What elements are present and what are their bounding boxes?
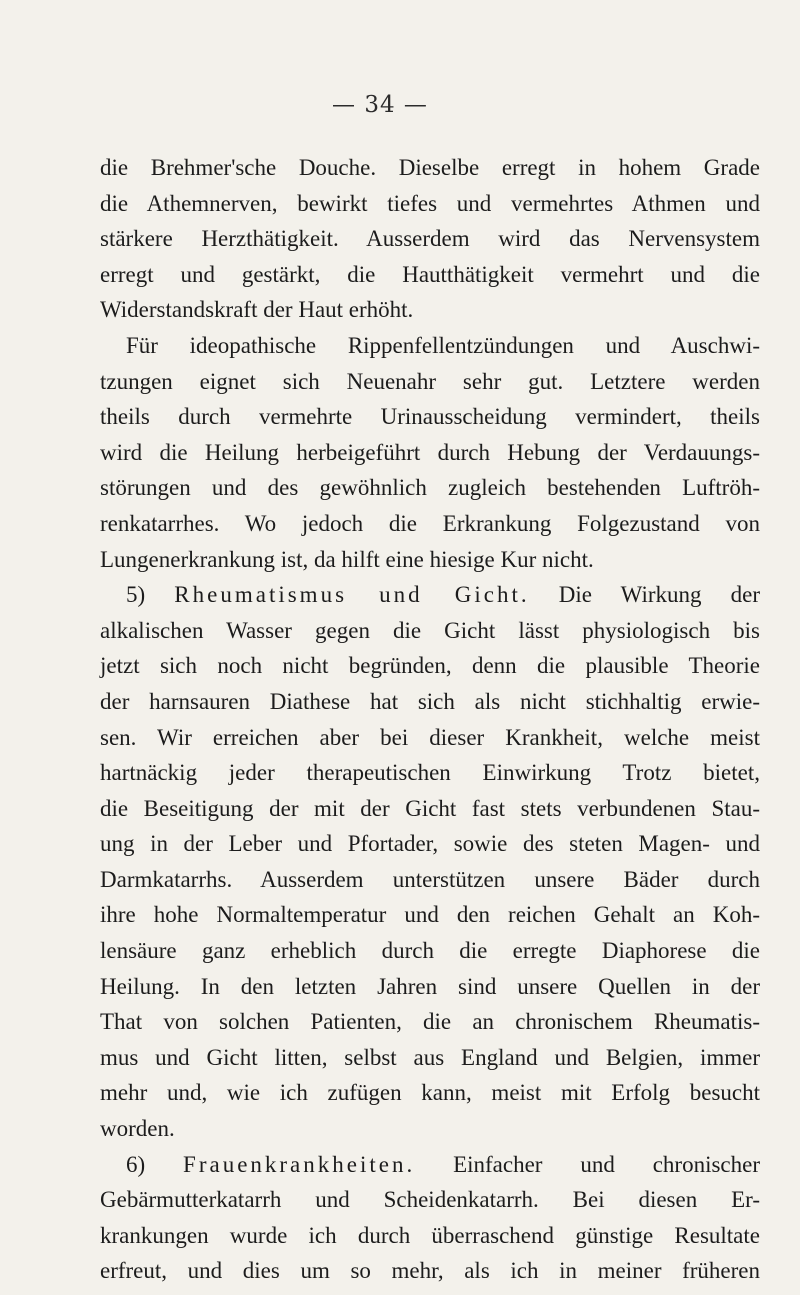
page-number: — 34 — bbox=[332, 92, 428, 118]
line-text: hartnäckig jeder therapeutischen Einwirkung Trotz bietet, bbox=[100, 760, 760, 786]
text-line bbox=[100, 1253, 760, 1289]
line-text: die Athemnerven, bewirkt tiefes und vermehrtes Athmen und bbox=[100, 190, 760, 216]
section-number: 5) bbox=[126, 582, 175, 608]
line-text: ihre hohe Normaltemperatur und den reichen Gehalt an Koh- bbox=[100, 902, 760, 928]
line-text: die Beseitigung der mit der Gicht fast stets verbundenen Stau- bbox=[100, 795, 760, 821]
line-text: erfreut, und dies um so mehr, als ich in meiner früheren bbox=[100, 1258, 760, 1284]
line-text: tzungen eignet sich Neuenahr sehr gut. Letztere werden bbox=[100, 368, 760, 394]
line-text: krankungen wurde ich durch überraschend günstige Resultate bbox=[100, 1222, 760, 1248]
section-number: 6) bbox=[126, 1151, 184, 1177]
line-text: Für ideopathische Rippenfellentzündungen und Auschwi- bbox=[126, 332, 760, 358]
line-text: sen. Wir erreichen aber bei dieser Krankheit, welche meist bbox=[100, 724, 760, 750]
text-line bbox=[100, 897, 760, 933]
text-line bbox=[100, 648, 760, 684]
text-line bbox=[100, 613, 760, 649]
text-line bbox=[100, 328, 760, 364]
text-line bbox=[100, 257, 760, 293]
text-line bbox=[100, 933, 760, 969]
line-text: jetzt sich noch nicht begründen, denn die plausible Theorie bbox=[100, 653, 760, 679]
line-text: die Brehmer'sche Douche. Dieselbe erregt in hohem Grade bbox=[100, 155, 760, 180]
line-text: ung in der Leber und Pfortader, sowie des steten Magen- und bbox=[100, 831, 760, 857]
line-text: Gebärmutterkatarrh und Scheidenkatarrh. Bei diesen Er- bbox=[100, 1187, 760, 1213]
line-text: mus und Gicht litten, selbst aus England und Belgien, immer bbox=[100, 1044, 760, 1070]
line-text: theils durch vermehrte Urinausscheidung vermindert, theils bbox=[100, 404, 760, 430]
text-line bbox=[100, 364, 760, 400]
body-text bbox=[100, 150, 760, 1289]
line-text: wird die Heilung herbeigeführt durch Hebung der Verdauungs- bbox=[100, 439, 760, 465]
text-line bbox=[100, 221, 760, 257]
text-line bbox=[100, 1218, 760, 1254]
line-text: Die Wirkung der bbox=[529, 582, 760, 608]
line-text: Heilung. In den letzten Jahren sind unsere Quellen in der bbox=[100, 973, 760, 999]
text-line bbox=[100, 577, 760, 613]
text-line bbox=[100, 470, 760, 506]
line-text: Lungenerkrankung ist, da hilft eine hiesige Kur nicht. bbox=[100, 546, 594, 572]
text-line bbox=[100, 862, 760, 898]
text-line bbox=[100, 1004, 760, 1040]
line-text: alkalischen Wasser gegen die Gicht lässt physiologisch bis bbox=[100, 617, 760, 643]
text-line bbox=[100, 755, 760, 791]
line-text: erregt und gestärkt, die Hautthätigkeit vermehrt und die bbox=[100, 261, 760, 287]
line-text: renkatarrhes. Wo jedoch die Erkrankung Folgezustand von bbox=[100, 510, 760, 536]
text-line bbox=[100, 435, 760, 471]
line-text: lensäure ganz erheblich durch die erregte Diaphorese die bbox=[100, 938, 760, 964]
text-line bbox=[100, 1111, 760, 1147]
text-line bbox=[100, 150, 760, 186]
text-line bbox=[100, 1075, 760, 1111]
text-line bbox=[100, 969, 760, 1005]
text-line bbox=[100, 684, 760, 720]
section-heading: Rheumatismus und Gicht. bbox=[174, 582, 530, 608]
section-heading: Frauenkrankheiten. bbox=[183, 1151, 416, 1177]
line-text: worden. bbox=[100, 1116, 175, 1142]
text-line bbox=[100, 791, 760, 827]
line-text: der harnsauren Diathese hat sich als nicht stichhaltig erwie- bbox=[100, 688, 760, 714]
line-text: störungen und des gewöhnlich zugleich bestehenden Luftröh- bbox=[100, 475, 760, 501]
text-line bbox=[100, 720, 760, 756]
line-text: That von solchen Patienten, die an chronischem Rheumatis- bbox=[100, 1009, 760, 1035]
line-text: Widerstandskraft der Haut erhöht. bbox=[100, 297, 414, 323]
text-line bbox=[100, 506, 760, 542]
line-text: Darmkatarrhs. Ausserdem unterstützen unsere Bäder durch bbox=[100, 866, 760, 892]
text-line bbox=[100, 826, 760, 862]
text-line bbox=[100, 186, 760, 222]
text-line bbox=[100, 399, 760, 435]
text-line bbox=[100, 292, 760, 328]
text-line bbox=[100, 542, 760, 578]
line-text: mehr und, wie ich zufügen kann, meist mit Erfolg besucht bbox=[100, 1080, 760, 1106]
text-line bbox=[100, 1040, 760, 1076]
line-text: Einfacher und chronischer bbox=[415, 1151, 760, 1177]
text-line bbox=[100, 1147, 760, 1183]
text-line bbox=[100, 1182, 760, 1218]
line-text: stärkere Herzthätigkeit. Ausserdem wird das Nervensystem bbox=[100, 226, 760, 252]
